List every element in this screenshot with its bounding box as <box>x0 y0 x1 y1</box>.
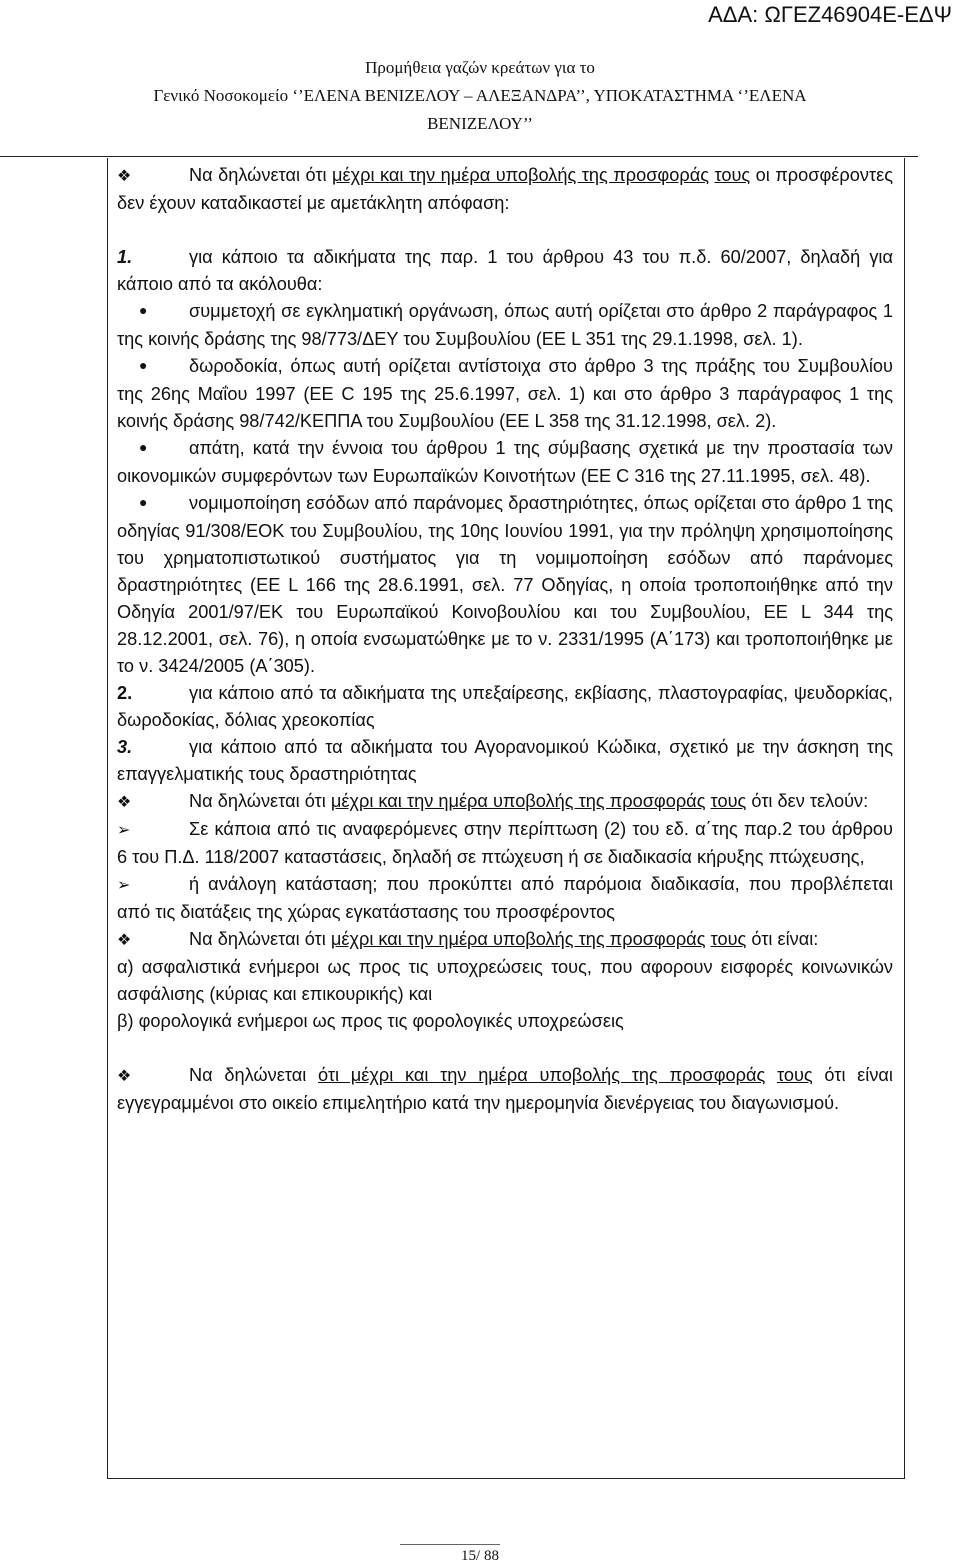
item-number: 1. <box>117 247 133 267</box>
alpha-item: α) ασφαλιστικά ενήμεροι ως προς τις υποχρεώσεις τους, που αφορουν εισφορές κοινωνικών ασφάλισης (κύριας και επικουρικής) και <box>117 957 893 1004</box>
numbered-item-1: 1. για κάποιο τα αδικήματα της παρ. 1 του άρθρου 43 του π.δ. 60/2007, δηλαδή για κάποιο από τα ακόλουθα: <box>117 244 893 298</box>
declaration-3: ❖ Να δηλώνεται ότι μέχρι και την ημέρα υποβολής της προσφοράς τους ότι είναι: <box>117 926 893 954</box>
footer-rule <box>400 1544 500 1545</box>
bullet-dot-icon: ● <box>139 439 148 455</box>
item-number: 2. <box>117 683 133 703</box>
ada-code: ΑΔΑ: ΩΓΕΖ46904Ε-ΕΔΨ <box>708 2 952 27</box>
document-body <box>117 162 893 1117</box>
bullet-item: ● νομιμοποίηση εσόδων από παράνομες δραστηριότητες, όπως ορίζεται στο άρθρο 1 της οδηγίας 91/308/ΕΟΚ του Συμβουλίου, της 10ης Ιουνίου 1991, για την πρόληψη χρησιμοποίησης του χρηματοπιστωτικού συστήματος για τη νομιμοποίηση εσόδων από παράνομες δραστηριότητες (ΕΕ L 166 της 28.6.1991, σελ. 77 Οδηγίας, η οποία τροποποιήθηκε από την Οδηγία 2001/97/ΕΚ του Ευρωπαϊκού Κοινοβουλίου και του Συμβουλίου, ΕΕ L 344 της 28.12.2001, σελ. 76), η οποία ενσωματώθηκε με το ν. 2331/1995 (Α΄173) και τροποποιήθηκε με το ν. 3424/2005 (Α΄305). <box>117 490 893 680</box>
diamond-bullet-icon: ❖ <box>117 932 132 949</box>
page-number: 15/ 88 <box>461 1548 499 1564</box>
numbered-item-3: 3. για κάποιο από τα αδικήματα του Αγορανομικού Κώδικα, σχετικό με την άσκηση της επαγγελματικής τους δραστηριότητας <box>117 734 893 788</box>
bullet-item: ● απάτη, κατά την έννοια του άρθρου 1 της σύμβασης σχετικά με την προστασία των οικονομικών συμφερόντων των Ευρωπαϊκών Κοινοτήτων (ΕΕ C 316 της 27.11.1995, σελ. 48). <box>117 435 893 490</box>
numbered-item-2: 2. για κάποιο από τα αδικήματα της υπεξαίρεσης, εκβίασης, πλαστογραφίας, ψευδορκίας, δωροδοκίας, δόλιας χρεοκοπίας <box>117 680 893 734</box>
arrow-bullet-icon: ➢ <box>117 877 131 894</box>
diamond-bullet-icon: ❖ <box>117 794 132 811</box>
declaration-4: ❖ Να δηλώνεται ότι μέχρι και την ημέρα υποβολής της προσφοράς τους ότι είναι εγγεγραμμένοι στο οικείο επιμελητήριο κατά την ημερομηνία διενέργειας του διαγωνισμού. <box>117 1065 893 1113</box>
diamond-bullet-icon: ❖ <box>117 1068 132 1085</box>
beta-item: β) φορολογικά ενήμεροι ως προς τις φορολογικές υποχρεώσεις <box>117 1011 624 1031</box>
diamond-bullet-icon: ❖ <box>117 168 132 185</box>
header-line-1: Προμήθεια γαζών κρεάτων για το <box>365 58 595 77</box>
item-number: 3. <box>117 737 133 757</box>
declaration-2: ❖ Να δηλώνεται ότι μέχρι και την ημέρα υποβολής της προσφοράς τους ότι δεν τελούν: <box>117 788 893 816</box>
header-line-2: Γενικό Νοσοκομείο ‘’ΕΛΕΝΑ ΒΕΝΙΖΕΛΟΥ – ΑΛΕΞΑΝΔΡΑ’’, ΥΠΟΚΑΤΑΣΤΗΜΑ ‘’ΕΛΕΝΑ <box>153 86 807 105</box>
arrow-bullet-icon: ➢ <box>117 822 131 839</box>
bullet-dot-icon: ● <box>139 302 148 318</box>
bullet-dot-icon: ● <box>139 494 148 510</box>
arrow-item: ➢ ή ανάλογη κατάσταση; που προκύπτει από παρόμοια διαδικασία, που προβλέπεται από τις διατάξεις της χώρας εγκατάστασης του προσφέροντος <box>117 874 893 922</box>
header-line-3: ΒΕΝΙΖΕΛΟΥ’’ <box>427 114 533 133</box>
bullet-item: ● δωροδοκία, όπως αυτή ορίζεται αντίστοιχα στο άρθρο 3 της πράξης του Συμβουλίου της 26ης Μαΐου 1997 (ΕΕ C 195 της 25.6.1997, σελ. 1) και στο άρθρο 3 παράγραφος 1 της κοινής δράσης 98/742/ΚΕΠΠΑ του Συμβουλίου (ΕΕ L 358 της 31.12.1998, σελ. 2). <box>117 353 893 435</box>
arrow-item: ➢ Σε κάποια από τις αναφερόμενες στην περίπτωση (2) του εδ. α΄της παρ.2 του άρθρου 6 του Π.Δ. 118/2007 καταστάσεις, δηλαδή σε πτώχευση ή σε διαδικασία κήρυξης πτώχευσης, <box>117 819 893 867</box>
bullet-item: ● συμμετοχή σε εγκληματική οργάνωση, όπως αυτή ορίζεται στο άρθρο 2 παράγραφος 1 της κοινής δράσης της 98/773/ΔΕΥ του Συμβουλίου (ΕΕ L 351 της 29.1.1998, σελ. 1). <box>117 298 893 353</box>
bullet-dot-icon: ● <box>139 357 148 373</box>
declaration-1: ❖ Να δηλώνεται ότι μέχρι και την ημέρα υποβολής της προσφοράς τους οι προσφέροντες δεν έχουν καταδικαστεί με αμετάκλητη απόφαση: <box>117 165 893 213</box>
header-rule <box>0 156 918 157</box>
